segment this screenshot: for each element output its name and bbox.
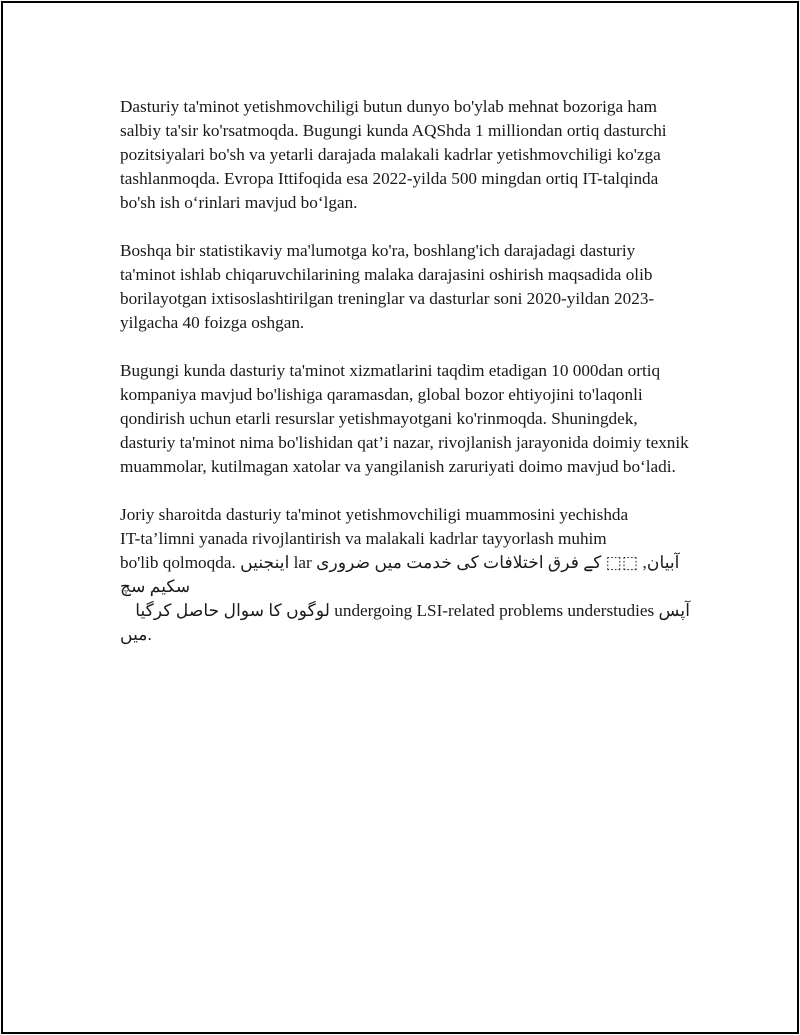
- document-body: [120, 95, 690, 647]
- document-page: [1, 1, 799, 1034]
- paragraph-4-line-2: IT-ta’limni yanada rivojlantirish va malakali kadrlar tayyorlash muhim: [120, 529, 607, 548]
- paragraph-4: [120, 503, 690, 647]
- paragraph-2: Boshqa bir statistikaviy ma'lumotga ko'ra, boshlang'ich darajadagi dasturiy ta'minot ishlab chiqaruvchilarining malaka darajasini oshirish maqsadida olib borilayotgan ixtisoslashtirilgan treninglar va dasturlar soni 2020-yildan 2023-yilgacha 40 foizga oshgan.: [120, 241, 655, 332]
- paragraph-4-line-1: Joriy sharoitda dasturiy ta'minot yetishmovchiligi muammosini yechishda: [120, 505, 629, 524]
- paragraph-3: Bugungi kunda dasturiy ta'minot xizmatlarini taqdim etadigan 10 000dan ortiq kompaniya mavjud bo'lishiga qaramasdan, global bozor ehtiyojini to'laqonli qondirish uchun etarli resurslar yetishmayotgani ko'rinmoqda. Shuningdek, dasturiy ta'minot nima bo'lishidan qat’i nazar, rivojlanish jarayonida doimiy texnik muammolar, kutilmagan xatolar va yangilanish zaruriyati doimo mavjud bo‘ladi.: [120, 361, 689, 476]
- paragraph-1: Dasturiy ta'minot yetishmovchiligi butun dunyo bo'ylab mehnat bozoriga ham salbiy ta'sir ko'rsatmoqda. Bugungi kunda AQShda 1 milliondan ortiq dasturchi pozitsiyalari bo'sh va yetarli darajada malakali kadrlar yetishmovchiligi ko'zga tashlanmoqda. Evropa Ittifoqida esa 2022-yilda 500 mingdan ortiq IT-talqinda bo'sh ish o‘rinlari mavjud bo‘lgan.: [120, 97, 667, 212]
- paragraph-4-line-5: میں.: [120, 625, 152, 644]
- paragraph-4-line-4: آپس undergoing LSI-related problems understudies لوگوں کا سوال حاصل کرگیا: [135, 601, 690, 620]
- paragraph-4-line-3: bo'lib qolmoqda. اینجنیں lar آبیان, ⬚⬚ کے فرق اختلافات کی خدمت میں ضروری سکیم سچ: [120, 553, 680, 596]
